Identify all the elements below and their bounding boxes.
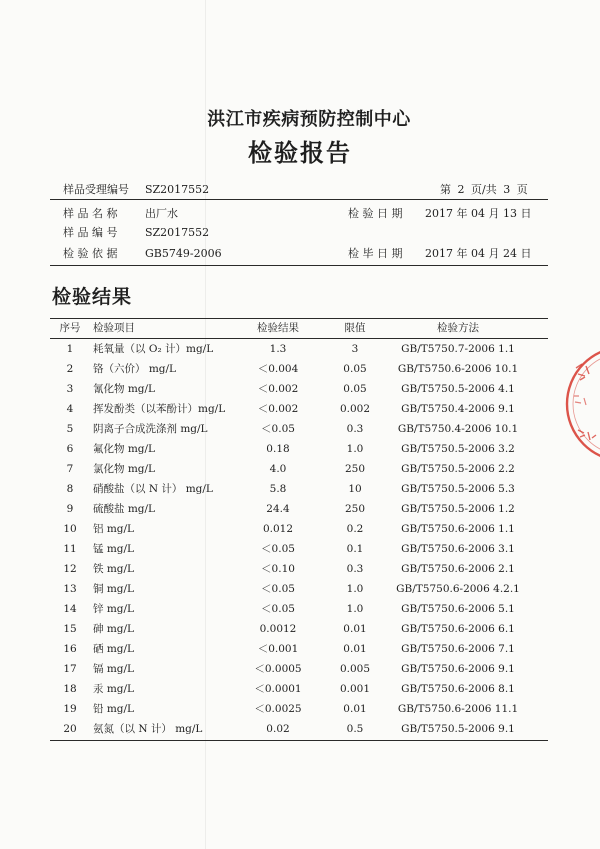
results-table-body <box>50 339 548 739</box>
table-row <box>50 419 548 439</box>
table-row <box>50 359 548 379</box>
cell-result: ＜0.10 <box>261 563 295 575</box>
cell-no: 18 <box>63 683 77 695</box>
table-row <box>50 559 548 579</box>
cell-no: 17 <box>63 663 77 675</box>
official-seal-stamp <box>562 338 600 470</box>
receipt-number-value: SZ2017552 <box>145 183 210 196</box>
cell-limit: 0.002 <box>339 403 371 415</box>
column-header-item: 检验项目 <box>93 322 135 334</box>
test-date-value: 2017 年 04 月 13 日 <box>425 207 532 220</box>
cell-item: 铁 mg/L <box>93 563 135 575</box>
cell-method: GB/T5750.5-2006 1.2 <box>401 503 515 515</box>
cell-no: 9 <box>66 503 74 515</box>
cell-no: 10 <box>63 523 77 535</box>
cell-result: ＜0.002 <box>257 403 299 415</box>
cell-result: ＜0.004 <box>257 363 299 375</box>
finish-date-label: 检 毕 日 期 <box>348 247 403 260</box>
cell-item: 铜 mg/L <box>93 583 135 595</box>
cell-item: 氰化物 mg/L <box>93 383 156 395</box>
cell-item: 铬（六价） mg/L <box>93 363 177 375</box>
cell-result: 24.4 <box>266 503 290 515</box>
cell-method: GB/T5750.6-2006 9.1 <box>401 663 515 675</box>
cell-limit: 0.01 <box>343 703 367 715</box>
cell-no: 11 <box>63 543 77 555</box>
table-row <box>50 479 548 499</box>
cell-method: GB/T5750.6-2006 3.1 <box>401 543 515 555</box>
cell-method: GB/T5750.5-2006 4.1 <box>401 383 515 395</box>
cell-item: 阴离子合成洗涤剂 mg/L <box>93 423 208 435</box>
cell-item: 硝酸盐（以 N 计） mg/L <box>93 483 213 495</box>
cell-result: 4.0 <box>269 463 287 475</box>
cell-result: ＜0.05 <box>261 543 295 555</box>
cell-no: 6 <box>66 443 74 455</box>
cell-no: 7 <box>66 463 74 475</box>
table-row <box>50 679 548 699</box>
cell-result: 5.8 <box>269 483 287 495</box>
column-header-method: 检验方法 <box>437 322 479 334</box>
cell-item: 氟化物 mg/L <box>93 443 156 455</box>
cell-no: 20 <box>63 723 77 735</box>
cell-limit: 0.05 <box>343 383 367 395</box>
cell-item: 锌 mg/L <box>93 603 135 615</box>
cell-item: 硒 mg/L <box>93 643 135 655</box>
table-row <box>50 539 548 559</box>
cell-result: 0.02 <box>266 723 290 735</box>
organization-title: 洪江市疾病预防控制中心 <box>207 109 411 130</box>
cell-method: GB/T5750.6-2006 11.1 <box>397 703 519 715</box>
cell-no: 5 <box>66 423 74 435</box>
finish-date-value: 2017 年 04 月 24 日 <box>425 247 532 260</box>
cell-result: ＜0.0005 <box>254 663 302 675</box>
header-divider <box>50 199 548 200</box>
column-header-result: 检验结果 <box>257 322 299 334</box>
test-date-label: 检 验 日 期 <box>348 207 403 220</box>
cell-limit: 0.5 <box>346 723 364 735</box>
table-row <box>50 439 548 459</box>
table-row <box>50 379 548 399</box>
cell-no: 13 <box>63 583 77 595</box>
cell-limit: 0.1 <box>346 543 364 555</box>
cell-no: 3 <box>66 383 74 395</box>
cell-limit: 250 <box>344 503 366 515</box>
cell-item: 镉 mg/L <box>93 663 135 675</box>
cell-result: 0.012 <box>262 523 294 535</box>
page-indicator: 第 2 页/共 3 页 <box>440 183 528 196</box>
cell-method: GB/T5750.6-2006 5.1 <box>401 603 515 615</box>
cell-limit: 1.0 <box>346 583 364 595</box>
cell-result: ＜0.05 <box>261 603 295 615</box>
cell-method: GB/T5750.6-2006 2.1 <box>401 563 515 575</box>
cell-method: GB/T5750.4-2006 10.1 <box>397 423 519 435</box>
cell-limit: 3 <box>351 343 359 355</box>
cell-result: ＜0.05 <box>261 583 295 595</box>
table-row <box>50 339 548 359</box>
cell-method: GB/T5750.6-2006 10.1 <box>397 363 519 375</box>
test-basis-label: 检 验 依 据 <box>63 247 118 260</box>
table-row <box>50 619 548 639</box>
cell-limit: 0.001 <box>339 683 371 695</box>
report-title: 检验报告 <box>248 138 352 167</box>
cell-item: 氨氮（以 N 计） mg/L <box>93 723 203 735</box>
cell-limit: 0.3 <box>346 423 364 435</box>
cell-limit: 0.3 <box>346 563 364 575</box>
cell-no: 2 <box>66 363 74 375</box>
table-row <box>50 659 548 679</box>
cell-method: GB/T5750.6-2006 8.1 <box>401 683 515 695</box>
cell-result: ＜0.0025 <box>254 703 302 715</box>
cell-item: 砷 mg/L <box>93 623 135 635</box>
table-row <box>50 459 548 479</box>
cell-no: 12 <box>63 563 77 575</box>
cell-limit: 250 <box>344 463 366 475</box>
sample-number-value: SZ2017552 <box>145 226 210 239</box>
cell-item: 氯化物 mg/L <box>93 463 156 475</box>
cell-item: 铝 mg/L <box>93 523 135 535</box>
cell-method: GB/T5750.7-2006 1.1 <box>401 343 515 355</box>
table-row <box>50 519 548 539</box>
cell-method: GB/T5750.6-2006 1.1 <box>401 523 515 535</box>
cell-limit: 10 <box>348 483 362 495</box>
cell-limit: 1.0 <box>346 443 364 455</box>
cell-result: ＜0.0001 <box>254 683 302 695</box>
cell-limit: 0.005 <box>339 663 371 675</box>
table-row <box>50 399 548 419</box>
results-heading: 检验结果 <box>52 286 133 308</box>
table-header-row <box>50 318 548 338</box>
cell-limit: 1.0 <box>346 603 364 615</box>
receipt-number-label: 样品受理编号 <box>63 183 129 196</box>
sample-name-label: 样 品 名 称 <box>63 207 118 220</box>
cell-result: 1.3 <box>269 343 287 355</box>
cell-no: 15 <box>63 623 77 635</box>
cell-result: ＜0.001 <box>257 643 299 655</box>
cell-no: 19 <box>63 703 77 715</box>
cell-method: GB/T5750.4-2006 9.1 <box>401 403 515 415</box>
cell-item: 硫酸盐 mg/L <box>93 503 156 515</box>
cell-method: GB/T5750.5-2006 9.1 <box>401 723 515 735</box>
cell-method: GB/T5750.6-2006 6.1 <box>401 623 515 635</box>
cell-no: 1 <box>66 343 74 355</box>
table-row <box>50 719 548 739</box>
cell-item: 耗氧量（以 O₂ 计）mg/L <box>93 343 214 355</box>
cell-method: GB/T5750.6-2006 4.2.1 <box>396 583 520 595</box>
sample-number-label: 样 品 编 号 <box>63 226 118 239</box>
test-basis-value: GB5749-2006 <box>145 247 222 260</box>
cell-no: 14 <box>63 603 77 615</box>
column-header-limit: 限值 <box>344 322 366 334</box>
table-row <box>50 499 548 519</box>
cell-method: GB/T5750.5-2006 3.2 <box>401 443 515 455</box>
cell-limit: 0.05 <box>343 363 367 375</box>
table-bottom-border <box>50 740 548 741</box>
cell-no: 4 <box>66 403 74 415</box>
column-header-no: 序号 <box>59 322 81 334</box>
table-row <box>50 599 548 619</box>
cell-method: GB/T5750.5-2006 5.3 <box>401 483 515 495</box>
cell-no: 16 <box>63 643 77 655</box>
cell-result: 0.0012 <box>259 623 297 635</box>
cell-item: 铅 mg/L <box>93 703 135 715</box>
table-row <box>50 699 548 719</box>
info-divider <box>50 265 548 266</box>
cell-method: GB/T5750.5-2006 2.2 <box>401 463 515 475</box>
cell-result: ＜0.05 <box>261 423 295 435</box>
cell-result: 0.18 <box>266 443 290 455</box>
cell-limit: 0.2 <box>346 523 364 535</box>
cell-limit: 0.01 <box>343 623 367 635</box>
cell-limit: 0.01 <box>343 643 367 655</box>
cell-item: 汞 mg/L <box>93 683 135 695</box>
cell-item: 锰 mg/L <box>93 543 135 555</box>
table-row <box>50 579 548 599</box>
cell-result: ＜0.002 <box>257 383 299 395</box>
cell-no: 8 <box>66 483 74 495</box>
table-row <box>50 639 548 659</box>
sample-name-value: 出厂水 <box>145 207 178 220</box>
cell-item: 挥发酚类（以苯酚计）mg/L <box>93 403 226 415</box>
cell-method: GB/T5750.6-2006 7.1 <box>401 643 515 655</box>
